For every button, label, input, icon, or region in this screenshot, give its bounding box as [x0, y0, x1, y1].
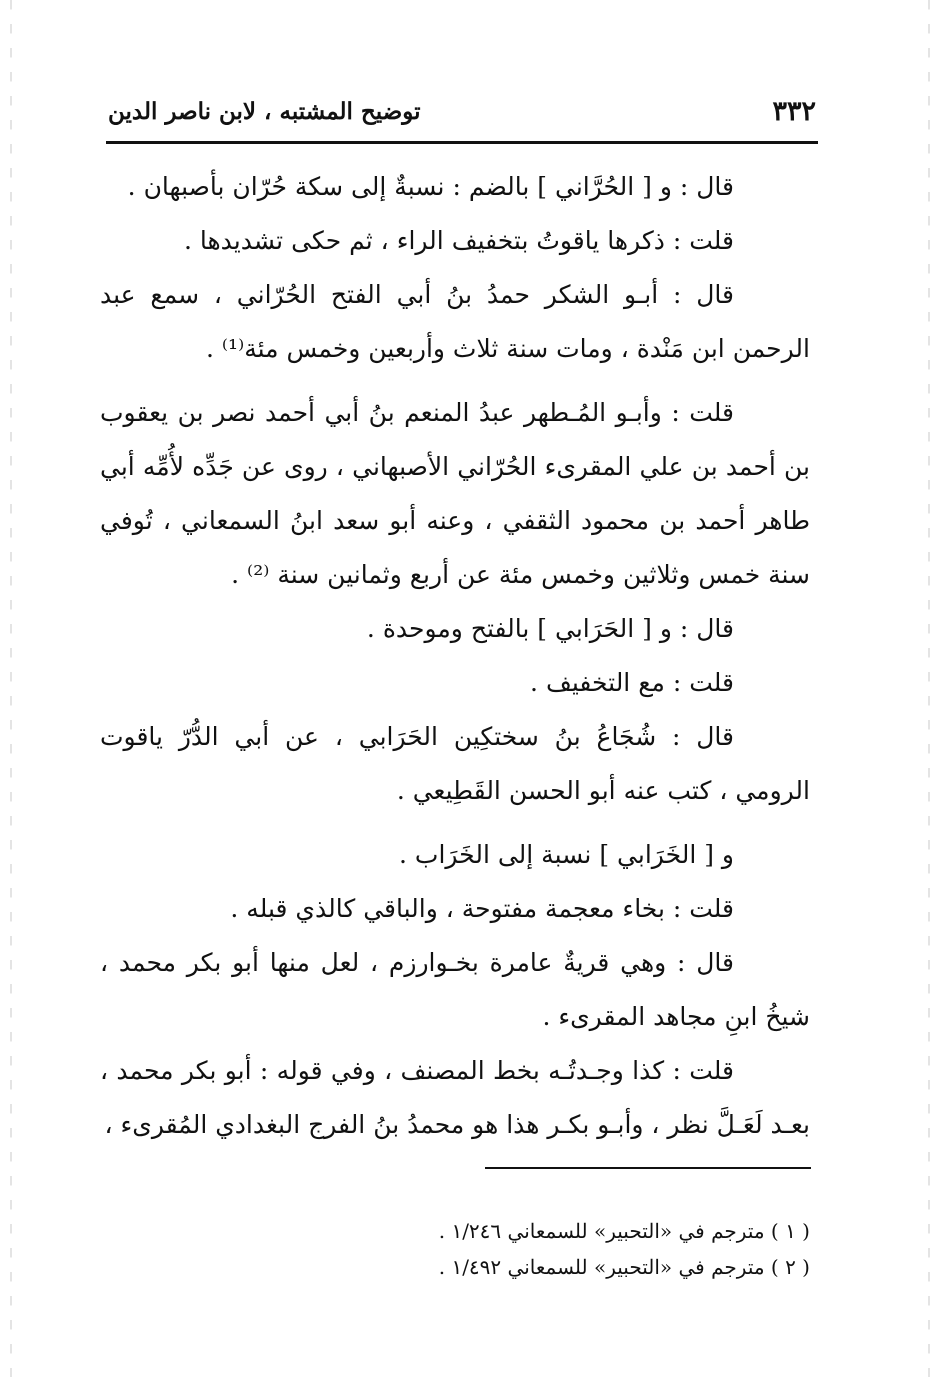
page-number: ٣٣٢: [772, 96, 816, 127]
margin-dots-left: [10, 0, 12, 1377]
paragraph: قال : و [ الحُرَّاني ] بالضم : نسبةٌ إلى سكة حُرّان بأصبهان .: [127, 172, 734, 201]
footnote: ( ٢ ) مترجم في «التحبير» للسمعاني ١/٤٩٢ .: [438, 1255, 810, 1279]
running-title: توضيح المشتبه ، لابن ناصر الدين: [108, 98, 421, 125]
paragraph: و [ الخَرَابي ] نسبة إلى الخَرَاب .: [399, 840, 734, 869]
paragraph: قلت : ذكرها ياقوتُ بتخفيف الراء ، ثم حكى تشديدها .: [183, 226, 734, 255]
footnote: ( ١ ) مترجم في «التحبير» للسمعاني ١/٢٤٦ .: [438, 1219, 810, 1243]
margin-dots-right: [928, 0, 930, 1377]
paragraph: قلت : وأبـو المُـطهر عبدُ المنعم بنُ أبي أحمد نصر بن يعقوب بن أحمد بن علي المقرىء الحُرّاني الأصبهاني ، روى عن جَدِّه لأُمِّه أبي طاهر أحمد بن محمود الثقفي ، وعنه أبو سعد ابنُ السمعاني ، تُوفي سنة خمس وثلاثين وخمس مئة عن أربع وثمانين سنة ⁽²⁾ .: [100, 398, 810, 589]
paragraph: قال : و [ الحَرَابي ] بالفتح وموحدة .: [366, 614, 734, 643]
paragraph: قلت : بخاء معجمة مفتوحة ، والباقي كالذي قبله .: [230, 894, 734, 923]
footnote-rule: [485, 1167, 811, 1169]
page-header: [108, 92, 816, 136]
main-text: [100, 160, 810, 1152]
paragraph: قال : وهي قريةٌ عامرة بخـوارزم ، لعل منها أبو بكر محمد ، شيخُ ابنِ مجاهد المقرىء .: [100, 948, 810, 1031]
paragraph: قلت : كذا وجـدتُـه بخط المصنف ، وفي قوله : أبو بكر محمد ، بعـد لَعَـلَّ نظر ، وأبـو بكـر هذا هو محمدُ بنُ الفرج البغدادي المُقرىء ،: [100, 1056, 810, 1139]
header-rule: [106, 141, 818, 144]
paragraph: قال : شُجَاعُ بنُ سختكِين الحَرَابي ، عن أبي الدُّرّ ياقوت الرومي ، كتب عنه أبو الحسن القَطِيعي .: [100, 722, 810, 805]
footnotes: [380, 1213, 810, 1285]
paragraph: قلت : مع التخفيف .: [530, 668, 734, 697]
paragraph: قال : أبـو الشكر حمدُ بنُ أبي الفتح الحُرّاني ، سمع عبد الرحمن ابن مَنْدة ، ومات سنة ثلاث وأربعين وخمس مئة⁽¹⁾ .: [100, 280, 810, 363]
